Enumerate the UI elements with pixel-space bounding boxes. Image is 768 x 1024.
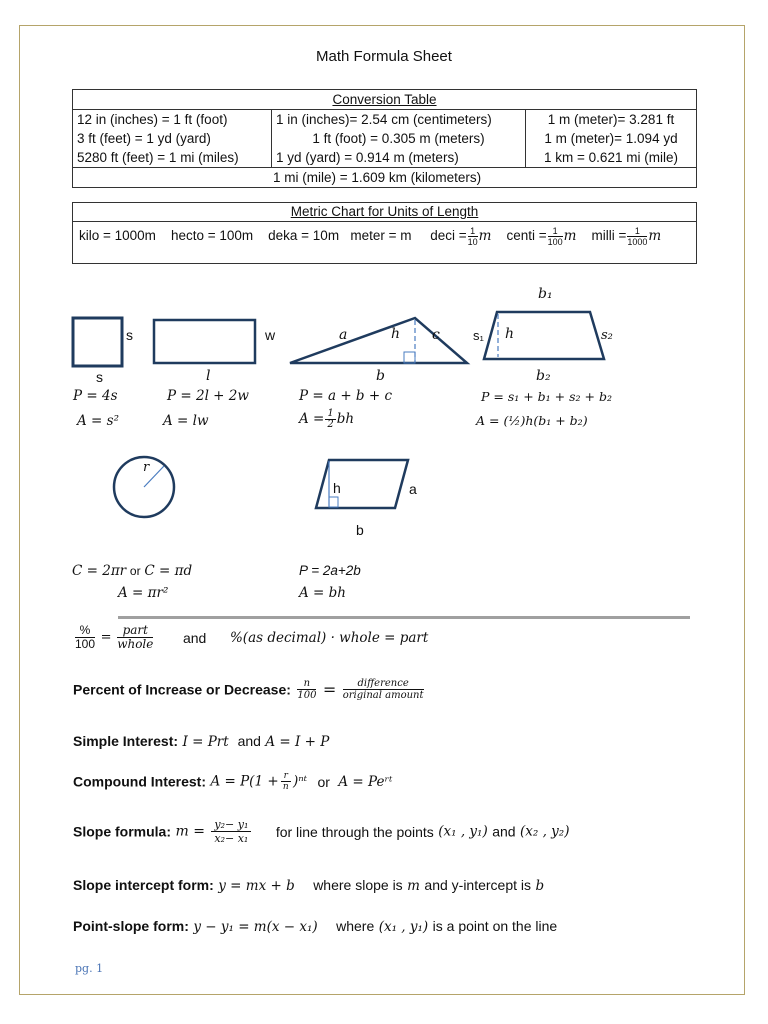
percent-formula: % 100 = part whole and %(as decimal) · whole = part [75,623,429,651]
conversion-cell: 1 mi (mile) = 1.609 km (kilometers) [73,168,697,188]
trap-area: A = (½)h(b₁ + b₂) [476,413,588,428]
circle-area: A = πr² [118,585,169,601]
tri-b-label: b [376,368,385,384]
para-h-label: h [333,480,341,496]
slope-intercept-label: Slope intercept form: [73,877,214,893]
para-right-angle-mark [329,497,338,507]
rect-perimeter: P = 2l + 2w [167,388,249,404]
metric-kilo: kilo = 1000m [79,228,156,244]
rect-w-label: w [265,327,276,343]
tri-a-label: a [339,327,348,343]
square-perimeter: P = 4s [73,388,118,404]
para-b-label: b [356,522,364,538]
percent-increase-row: Percent of Increase or Decrease: $\frac{n}{100}$ = difference original amount [73,678,424,701]
conversion-cell: 1 km = 0.621 mi (mile) [526,148,697,168]
divider-rule [118,616,690,619]
rect-l-label: l [206,368,211,384]
conversion-cell: 1 yd (yard) = 0.914 m (meters) [276,150,459,165]
metric-heading: Metric Chart for Units of Length [73,203,696,222]
compound-interest-label: Compound Interest: [73,773,206,790]
point-slope-label: Point-slope form: [73,918,189,934]
triangle-shape [290,318,467,363]
trapezoid-shape [484,312,604,359]
tri-c-label: c [432,327,440,343]
trap-s1-label: s₁ [473,328,484,343]
square-side-label: s [126,327,133,343]
tri-area: A = $\frac{1}{2}$ bh [299,408,355,430]
conversion-heading: Conversion Table [73,90,697,110]
trap-b1-label: b₁ [538,286,553,302]
slope-formula-row: Slope formula: m = $\frac{\text{y₂− y₁}}{\text{x₂− x₁}}$ for line through the points (x₁ , y₁) and (x₂ , y₂) [73,818,570,845]
page-number: pg. 1 [75,962,104,975]
conversion-cell: 12 in (inches) = 1 ft (foot) [73,110,272,130]
simple-interest-row: Simple Interest: I = Prt and A = I + P [73,733,330,750]
para-area: A = bh [299,585,346,601]
metric-milli: milli = [591,228,627,244]
rect-area: A = lw [163,413,209,429]
metric-deci: deci = [430,228,467,244]
conversion-cell: 3 ft (feet) = 1 yd (yard) [73,129,272,148]
parallelogram-shape [316,460,408,508]
metric-hecto: hecto = 100m [170,228,254,244]
percent-increase-label: Percent of Increase or Decrease: [73,681,291,698]
point-slope-row: Point-slope form: y − y₁ = m(x − x₁) where (x₁ , y₁) is a point on the line [73,918,558,935]
conversion-cell: 1 in (inches)= 2.54 cm (centimeters) [276,112,492,127]
trap-h-label: h [505,326,515,342]
para-perimeter: P = 2a+2b [299,563,361,578]
metric-row: kilo = 1000m hecto = 100m deka = 10m meter = m deci = $\frac{1}{10}$ m centi = $\frac{1}{100}$ m milli = $\frac{1}{1000}$ m [79,226,662,247]
trap-b2-label: b₂ [536,368,551,384]
right-angle-mark [404,352,415,363]
metric-deka: deka = 10m [268,228,340,244]
metric-centi: centi = [506,228,547,244]
tri-perimeter: P = a + b + c [299,388,393,404]
page-title: Math Formula Sheet [316,48,452,65]
simple-interest-label: Simple Interest: [73,733,179,749]
tri-h-label: h [391,326,401,342]
conversion-cell: 5280 ft (feet) = 1 mi (miles) [73,148,272,168]
metric-meter: meter = m [350,228,412,244]
milli-fraction: $\frac{1}{1000}$ [627,226,648,247]
circle-r-label: r [143,460,150,475]
slope-formula-label: Slope formula: [73,823,172,840]
conversion-cell: 1 m (meter)= 1.094 yd [526,129,697,148]
conversion-cell: 1 ft (foot) = 0.305 m (meters) [312,131,485,146]
trap-s2-label: s₂ [601,328,613,343]
para-a-label: a [409,481,417,497]
square-bottom-label: s [96,369,103,385]
rectangle-shape [154,320,255,363]
deci-fraction: $\frac{1}{10}$ [467,226,478,247]
square-area: A = s² [77,413,119,429]
conversion-cell: 1 m (meter)= 3.281 ft [526,110,697,130]
slope-intercept-row: Slope intercept form: y = mx + b where slope is m and y-intercept is b [73,877,545,894]
compound-interest-row: Compound Interest: A = P(1 + $\frac{r}{n}$ )ⁿᵗ or A = Peʳᵗ [73,771,393,792]
circle-circumference: C = 2πr or C = πd [72,563,193,579]
trap-perimeter: P = s₁ + b₁ + s₂ + b₂ [481,389,612,404]
centi-fraction: $\frac{1}{100}$ [547,226,563,247]
square-shape [73,318,122,366]
